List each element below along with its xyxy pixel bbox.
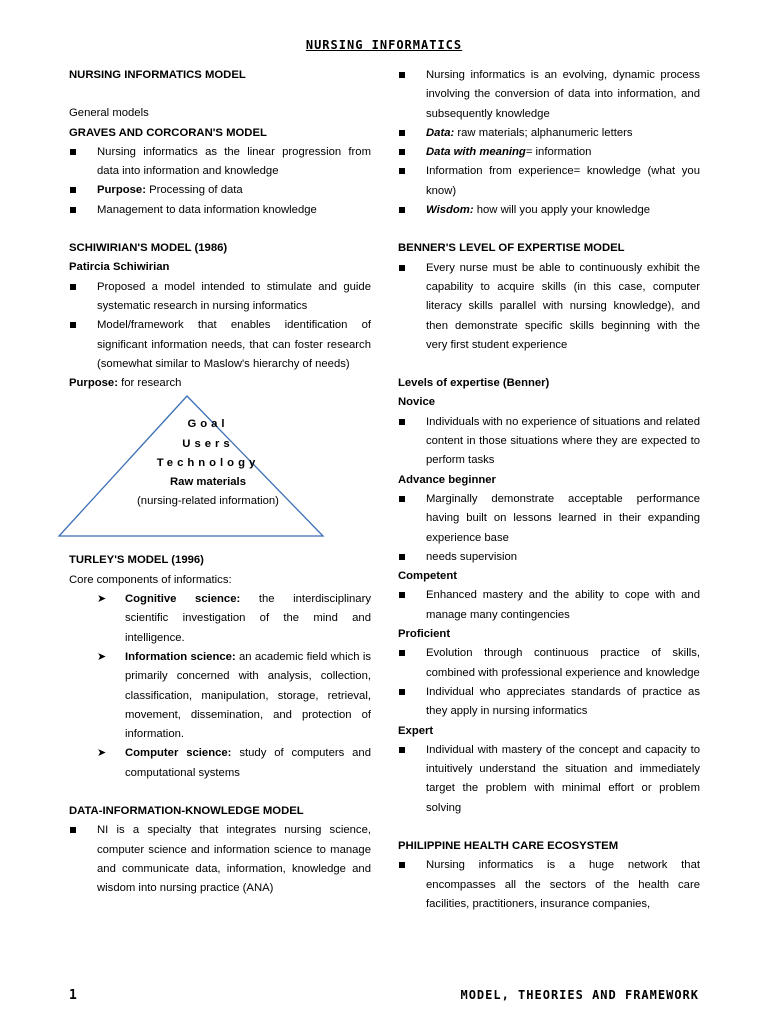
pyramid-goal: Goal xyxy=(187,418,229,431)
schiwirian-bullet-1: Proposed a model intended to stimulate and guide systematic research in nursing informatics xyxy=(69,278,371,317)
dwm-label: Data with meaning xyxy=(426,146,526,159)
purpose-label: Purpose: xyxy=(97,184,146,197)
information-label: Information science: xyxy=(125,650,236,663)
novice-bullet: Individuals with no experience of situations and related content in those situations where they are expected to perform tasks xyxy=(398,413,700,471)
proficient-heading: Proficient xyxy=(398,628,451,641)
wisdom-label: Wisdom: xyxy=(426,204,474,217)
dik-heading: DATA-INFORMATION-KNOWLEDGE MODEL xyxy=(69,805,304,818)
arrow-icon: ➤ xyxy=(97,650,107,663)
turley-computer xyxy=(69,744,371,783)
proficient-bullet-2: Individual who appreciates standards of practice as they apply in nursing informatics xyxy=(398,683,700,722)
advance-bullet-1: Marginally demonstrate acceptable performance having built on lessons learned in their expanding experience base xyxy=(398,490,700,548)
levels-heading: Levels of expertise (Benner) xyxy=(398,377,550,390)
graves-bullet-3: Management to data information knowledge xyxy=(69,201,371,220)
competent-heading: Competent xyxy=(398,570,457,583)
graves-bullet-2 xyxy=(69,181,371,200)
cognitive-text: the interdisciplinary scientific investigation of the mind and intelligence. xyxy=(125,593,371,644)
pyramid-raw-materials: Raw materials xyxy=(170,476,246,489)
arrow-icon: ➤ xyxy=(97,593,107,606)
left-column xyxy=(69,66,371,899)
computer-label: Computer science: xyxy=(125,747,232,760)
document-title: NURSING INFORMATICS xyxy=(305,38,463,52)
pyramid-nursing-info: (nursing-related information) xyxy=(137,495,279,508)
wisdom-text: how will you apply your knowledge xyxy=(473,204,651,217)
pyramid-technology: Technology xyxy=(156,456,260,469)
novice-heading: Novice xyxy=(398,396,436,409)
advance-bullet-2: needs supervision xyxy=(398,548,700,567)
turley-intro: Core components of informatics: xyxy=(69,573,232,586)
ni-bullet-1: Nursing informatics is an evolving, dynamic process involving the conversion of data into information, and subsequently knowledge xyxy=(398,66,700,124)
purpose-text: Processing of data xyxy=(145,184,243,197)
turley-information xyxy=(69,648,371,744)
schiwirian-author: Patircia Schiwirian xyxy=(69,261,170,274)
expert-heading: Expert xyxy=(398,724,434,737)
experience-bullet: Information from experience= knowledge (what you know) xyxy=(398,162,700,201)
schiwirian-heading: SCHIWIRIAN'S MODEL (1986) xyxy=(69,242,228,255)
benner-heading: BENNER'S LEVEL OF EXPERTISE MODEL xyxy=(398,242,625,255)
schiwirian-purpose xyxy=(69,374,371,393)
data-text: raw materials; alphanumeric letters xyxy=(454,126,633,139)
schiwirian-pyramid xyxy=(69,393,371,551)
turley-cognitive xyxy=(69,590,371,648)
dik-bullet-1: NI is a specialty that integrates nursing science, computer science and information science to manage and communicate data, information, knowledge and wisdom into nursing practice (ANA) xyxy=(69,821,371,898)
purpose-text: for research xyxy=(117,377,182,390)
expert-bullet: Individual with mastery of the concept and capacity to intuitively understand the situation and immediately target the problem with minimal effort or problem solving xyxy=(398,741,700,818)
data-with-meaning-bullet xyxy=(398,143,700,162)
arrow-icon: ➤ xyxy=(97,747,107,760)
page-number: 1 xyxy=(69,988,77,1003)
proficient-bullet-1: Evolution through continuous practice of skills, combined with professional experience and knowledge xyxy=(398,644,700,683)
turley-heading: TURLEY'S MODEL (1996) xyxy=(69,554,204,567)
data-label: Data: xyxy=(426,126,455,139)
purpose-label: Purpose: xyxy=(69,377,118,390)
schiwirian-bullet-2: Model/framework that enables identification of significant information needs, that can foster research (somewhat similar to Maslow's hierarchy of needs) xyxy=(69,316,371,374)
nursing-informatics-model-heading: NURSING INFORMATICS MODEL xyxy=(69,69,246,81)
right-column xyxy=(398,66,700,914)
philippine-heading: PHILIPPINE HEALTH CARE ECOSYSTEM xyxy=(398,839,619,852)
philippine-bullet: Nursing informatics is a huge network that encompasses all the sectors of the health care facilities, practitioners, insurance companies, xyxy=(398,856,700,914)
footer-section-title: MODEL, THEORIES AND FRAMEWORK xyxy=(460,988,699,1002)
competent-bullet: Enhanced mastery and the ability to cope with and manage many contingencies xyxy=(398,586,700,625)
information-text: an academic field which is primarily concerned with analysis, collection, classification, manipulation, storage, retrieval, movement, dissemination, and protection of information. xyxy=(125,650,371,741)
cognitive-label: Cognitive science: xyxy=(125,593,241,606)
advance-heading: Advance beginner xyxy=(398,473,496,486)
graves-bullet-1: Nursing informatics as the linear progression from data into information and knowledge xyxy=(69,143,371,182)
wisdom-bullet xyxy=(398,201,700,220)
general-models-label: General models xyxy=(69,107,149,120)
data-bullet xyxy=(398,124,700,143)
dwm-text: = information xyxy=(525,146,592,159)
graves-heading: GRAVES AND CORCORAN'S MODEL xyxy=(69,126,267,139)
benner-bullet-1: Every nurse must be able to continuously exhibit the capability to acquire skills (in this case, computer literacy skills parallel with nursing knowledge), and then demonstrate specific skills beginning with the very first student experience xyxy=(398,259,700,355)
computer-text: study of computers and computational systems xyxy=(125,747,371,779)
pyramid-users: Users xyxy=(182,437,234,450)
